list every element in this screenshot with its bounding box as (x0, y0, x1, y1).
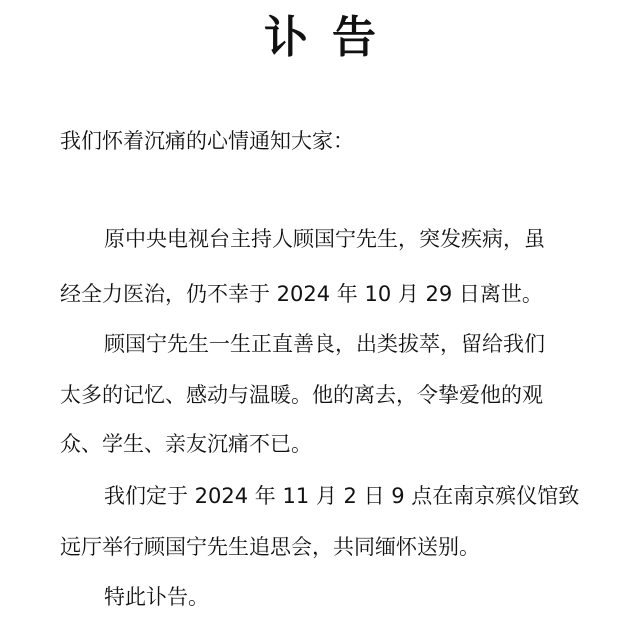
paragraph-1-line-2: 经全力医治，仍不幸于 2024 年 10 月 29 日离世。 (60, 282, 543, 306)
closing-line: 特此讣告。 (104, 585, 209, 609)
salutation-line: 我们怀着沉痛的心情通知大家： (60, 129, 354, 153)
paragraph-3-line-1: 我们定于 2024 年 11 月 2 日 9 点在南京殡仪馆致 (104, 484, 580, 508)
paragraph-1-line-1: 原中央电视台主持人顾国宁先生，突发疾病，虽 (104, 227, 545, 251)
paragraph-3-line-2: 远厅举行顾国宁先生追思会，共同缅怀送别。 (60, 535, 480, 559)
paragraph-2-line-3: 众、学生、亲友沉痛不已。 (60, 432, 312, 456)
document-title: 讣告 (264, 12, 400, 63)
paragraph-2-line-1: 顾国宁先生一生正直善良，出类拔萃，留给我们 (104, 332, 545, 356)
paragraph-2-line-2: 太多的记忆、感动与温暖。他的离去，令挚爱他的观 (60, 383, 543, 407)
